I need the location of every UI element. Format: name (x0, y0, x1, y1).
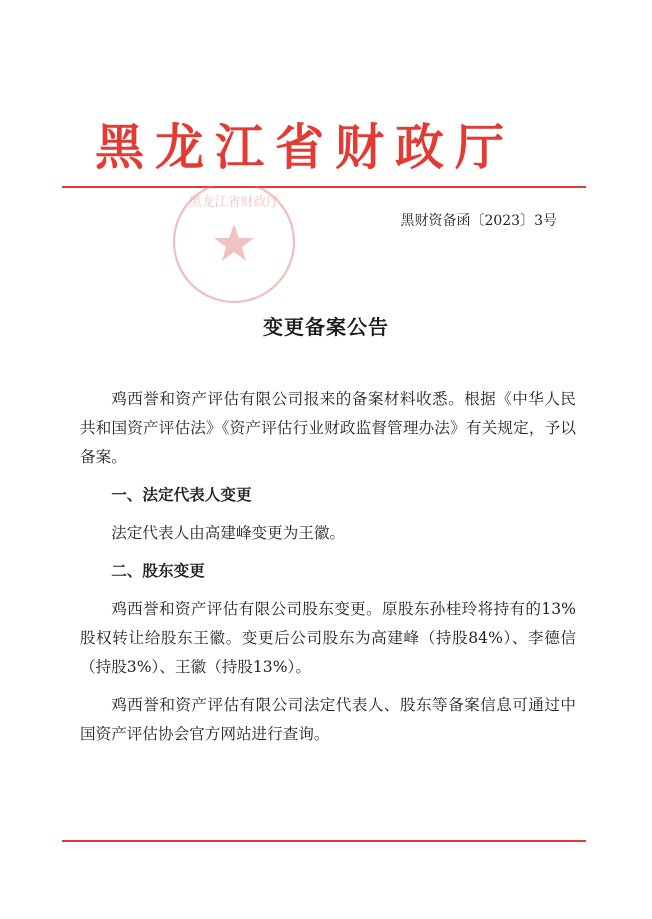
document-title: 变更备案公告 (263, 315, 389, 339)
document-body (80, 385, 576, 758)
closing-paragraph: 鸡西誉和资产评估有限公司法定代表人、股东等备案信息可通过中国资产评估协会官方网站进行查询。 (80, 696, 576, 743)
header-red-rule (62, 186, 586, 188)
document-number: 黑财资备函〔2023〕3号 (400, 213, 557, 229)
agency-header: 黑龙江省财政厅 (95, 118, 516, 176)
official-seal-icon (160, 186, 308, 304)
footer-red-rule (62, 840, 586, 842)
section-text-shareholders: 鸡西誉和资产评估有限公司股东变更。原股东孙桂玲将持有的13%股权转让给股东王徽。变更后公司股东为高建峰（持股84%）、李德信（持股3%）、王徽（持股13%）。 (80, 600, 576, 676)
section-text-legal-rep: 法定代表人由高建峰变更为王徽。 (111, 524, 346, 542)
section-heading-legal-rep: 一、法定代表人变更 (111, 486, 252, 504)
svg-text:黑龙江省财政厅: 黑龙江省财政厅 (188, 195, 280, 210)
intro-paragraph: 鸡西誉和资产评估有限公司报来的备案材料收悉。根据《中华人民共和国资产评估法》《资产评估行业财政监督管理办法》有关规定，予以备案。 (80, 390, 576, 466)
section-heading-shareholders: 二、股东变更 (111, 562, 205, 580)
